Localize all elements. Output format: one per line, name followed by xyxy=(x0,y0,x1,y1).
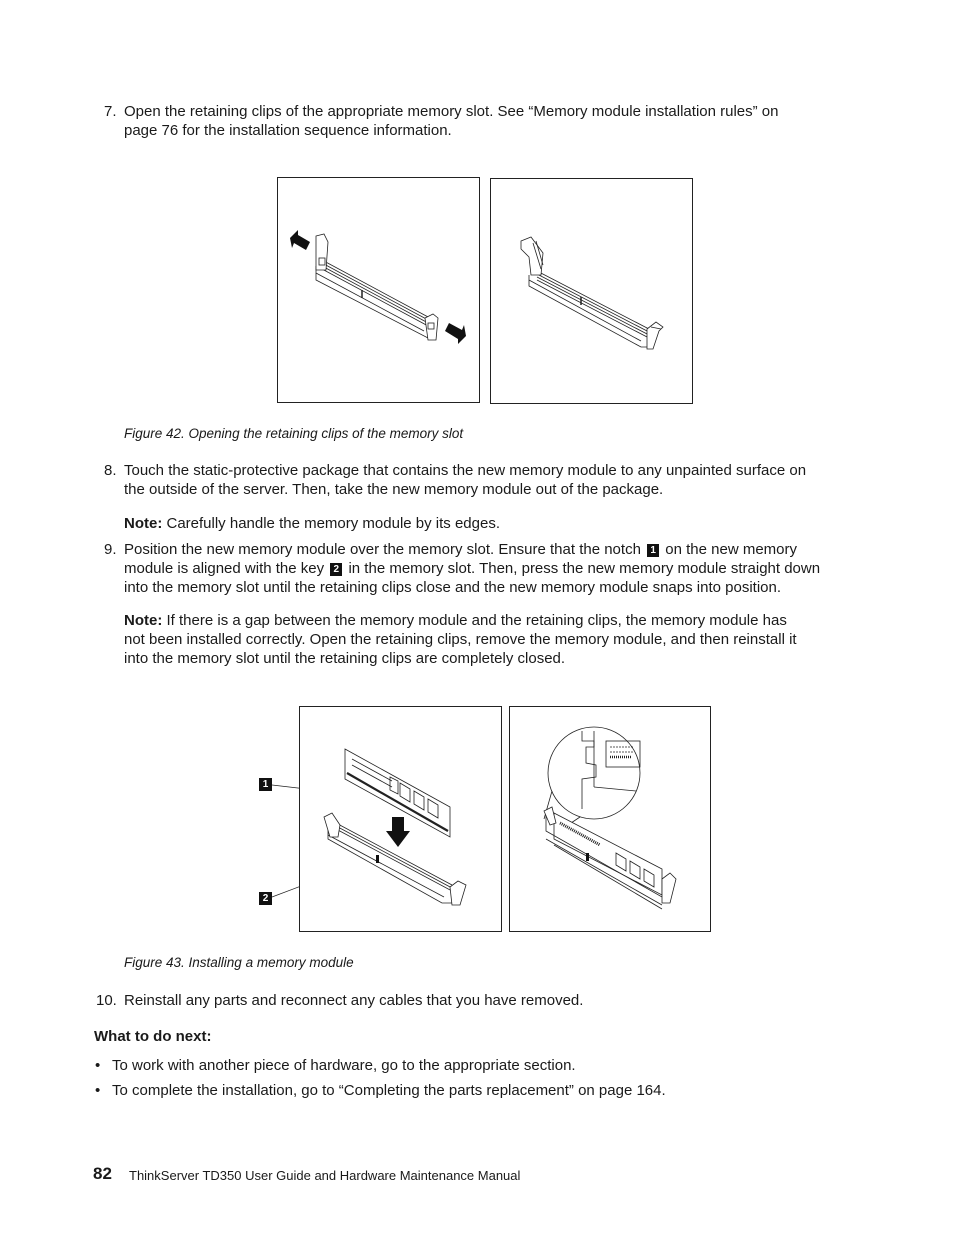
step-number: 9. xyxy=(104,541,117,558)
arrow-down-icon xyxy=(386,817,410,847)
step-8-text: Touch the static-protective package that contains the new memory module to any unpainted surface on the outside of the server. Then, take the new memory module out of the package. xyxy=(124,462,807,498)
figure-43-caption: Figure 43. Installing a memory module xyxy=(124,955,354,970)
step-number: 10. xyxy=(96,992,117,1009)
step-8-note xyxy=(124,514,500,533)
bullet-icon: • xyxy=(95,1082,101,1099)
memory-slot-clips-opened-illustration xyxy=(491,179,692,403)
bullet-icon: • xyxy=(95,1057,101,1074)
callout-notch-1: 1 xyxy=(647,544,659,557)
page-number: 82 xyxy=(93,1164,112,1183)
step-7-text: Open the retaining clips of the appropriate memory slot. See “Memory module installation rules” on page 76 for the installation sequence information. xyxy=(124,103,779,139)
memory-module-installed-illustration xyxy=(510,707,710,931)
step-number: 7. xyxy=(104,103,117,120)
note-text: Carefully handle the memory module by its edges. xyxy=(166,515,501,532)
figure-43-panel-align-module xyxy=(299,706,502,932)
step-10-text: Reinstall any parts and reconnect any cables that you have removed. xyxy=(124,992,584,1009)
figure-callout-1: 1 xyxy=(259,778,272,791)
step-number: 8. xyxy=(104,462,117,479)
memory-slot-open-clips-illustration xyxy=(278,178,479,402)
figure-42-caption: Figure 42. Opening the retaining clips of the memory slot xyxy=(124,426,464,441)
list-item: To work with another piece of hardware, go to the appropriate section. xyxy=(112,1057,576,1074)
what-to-do-next-heading: What to do next: xyxy=(94,1028,212,1045)
document-title: ThinkServer TD350 User Guide and Hardware Maintenance Manual xyxy=(129,1168,521,1183)
callout-key-2: 2 xyxy=(330,563,342,576)
arrow-outward-right-icon xyxy=(445,323,466,344)
step-9-note: Note: If there is a gap between the memory module and the retaining clips, the memory module has not been installed correctly. Open the retaining clips, remove the memory module, and then reinstall it into the memory slot until the retaining clips are completely closed. xyxy=(124,612,797,667)
memory-module-alignment-illustration xyxy=(300,707,501,931)
step-9-text: Position the new memory module over the memory slot. Ensure that the notch 1 on the new memory module is aligned with the key 2 in the memory slot. Then, press the new memory module straight down into the memory slot until the retaining clips close and the new memory module snaps into position. xyxy=(124,541,821,596)
figure-callout-2: 2 xyxy=(259,892,272,905)
figure-43-panel-installed-module xyxy=(509,706,711,932)
figure-42-panel-open-clips xyxy=(277,177,480,403)
note-label: Note: xyxy=(124,612,163,629)
arrow-outward-left-icon xyxy=(290,230,310,250)
figure-42-panel-clips-opened xyxy=(490,178,693,404)
list-item: To complete the installation, go to “Completing the parts replacement” on page 164. xyxy=(112,1082,666,1099)
note-label: Note: xyxy=(124,515,163,532)
